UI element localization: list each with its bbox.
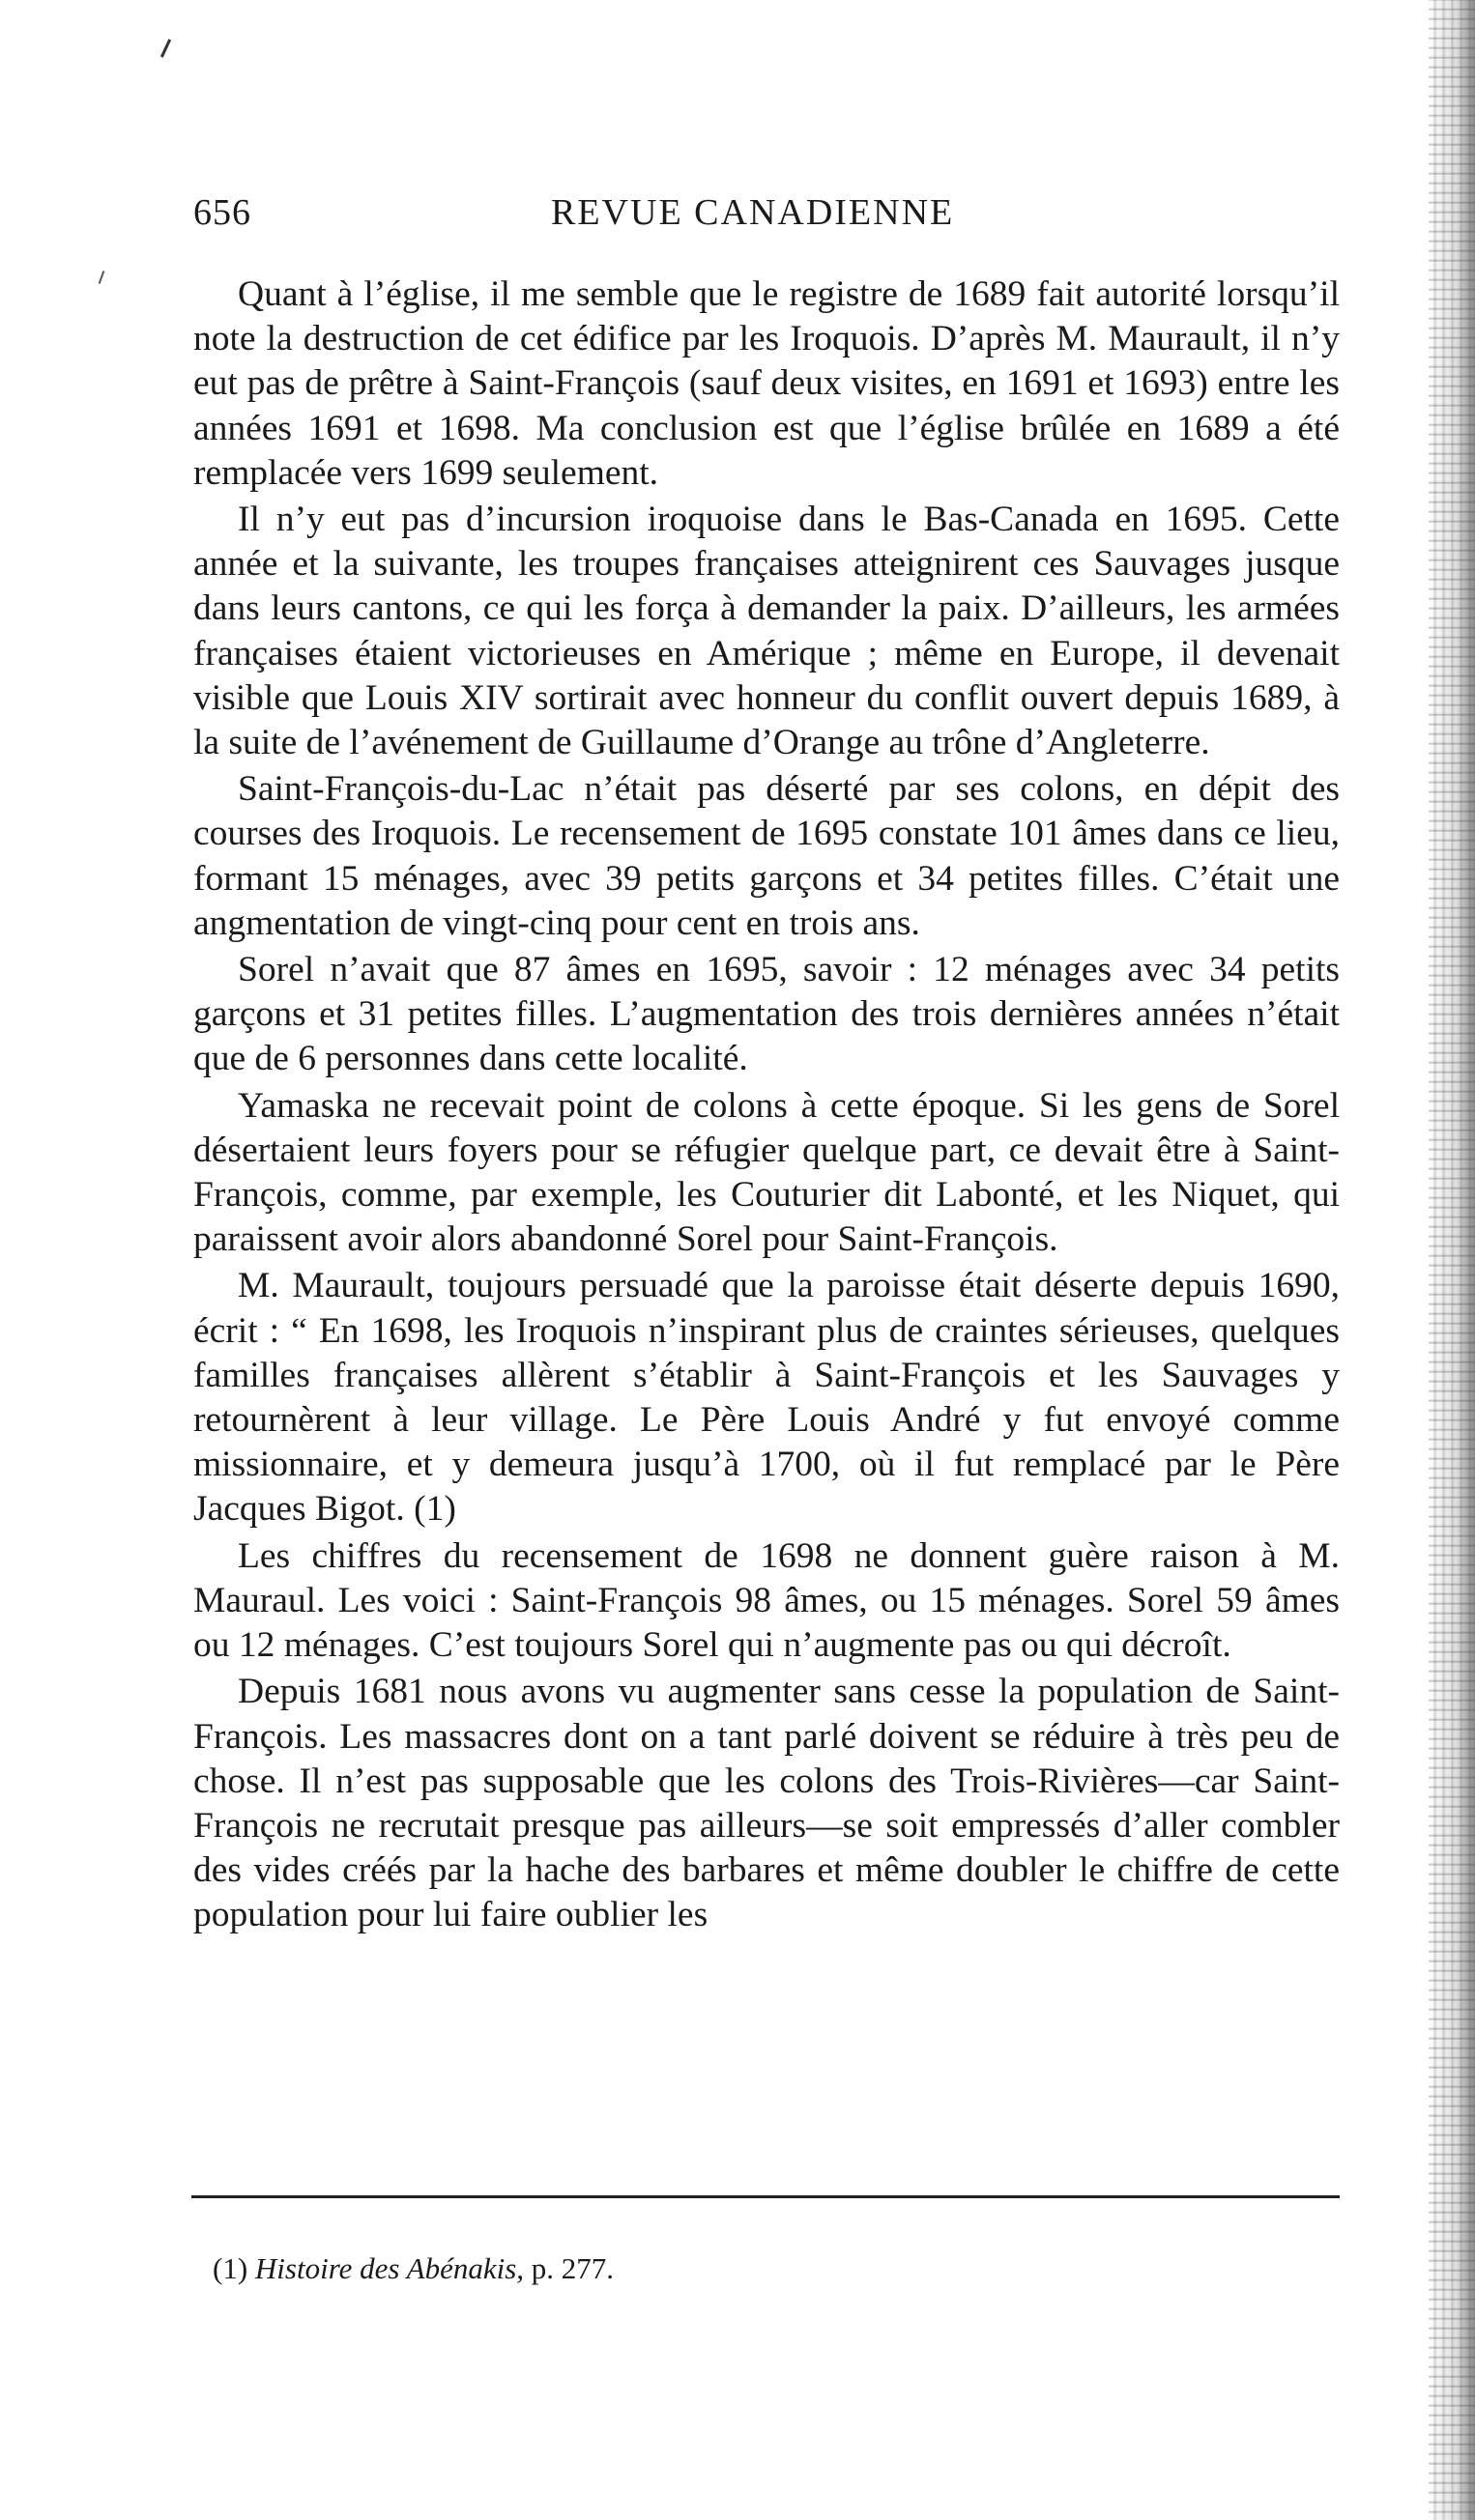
footnote: [213, 2251, 614, 2286]
body-text: [193, 272, 1340, 1940]
running-title: REVUE CANADIENNE: [551, 192, 955, 233]
paragraph: Depuis 1681 nous avons vu augmenter sans cesse la population de Saint-François. Les massacres dont on a tant parlé doivent se réduire à très peu de chose. Il n’est pas supposable que les colons des Trois-Rivières—car Saint-François ne recrutait presque pas ailleurs—se soit empressés d’aller combler des vides créés par la hache des barbares et même doubler le chiffre de cette population pour lui faire oublier les: [193, 1672, 1340, 1935]
paragraph: Quant à l’église, il me semble que le registre de 1689 fait autorité lorsqu’il note la destruction de cet édifice par les Iroquois. D’après M. Maurault, il n’y eut pas de prêtre à Saint-François (sauf deux visites, en 1691 et 1693) entre les années 1691 et 1698. Ma conclusion est que l’église brûlée en 1689 a été remplacée vers 1699 seulement.: [193, 274, 1340, 493]
scan-mark: [160, 39, 171, 57]
paragraph: M. Maurault, toujours persuadé que la paroisse était déserte depuis 1690, écrit : “ En 1698, les Iroquois n’inspirant plus de craintes sérieuses, quelques familles françaises allèrent s’établir à Saint-François et les Sauvages y retournèrent à leur village. Le Père Louis André y fut envoyé comme missionnaire, et y demeura jusqu’à 1700, où il fut remplacé par le Père Jacques Bigot. (1): [193, 1266, 1340, 1530]
paragraph: Les chiffres du recensement de 1698 ne donnent guère raison à M. Mauraul. Les voici : Saint-François 98 âmes, ou 15 ménages. Sorel 59 âmes ou 12 ménages. C’est toujours Sorel qui n’augmente pas ou qui décroît.: [193, 1535, 1340, 1666]
footnote-source-title: Histoire des Abénakis,: [254, 2251, 525, 2285]
footnote-marker: (1): [213, 2251, 248, 2285]
scan-edge: [1429, 0, 1475, 2520]
paragraph: Il n’y eut pas d’incursion iroquoise dans le Bas-Canada en 1695. Cette année et la suivante, les troupes françaises atteignirent ces Sauvages jusque dans leurs cantons, ce qui les força à demander la paix. D’ailleurs, les armées françaises étaient victorieuses en Amérique ; même en Europe, il devenait visible que Louis XIV sortirait avec honneur du conflit ouvert depuis 1689, à la suite de l’avénement de Guillaume d’Orange au trône d’Angleterre.: [193, 500, 1340, 763]
footnote-rule: [191, 2195, 1340, 2198]
page-header: [193, 191, 1340, 249]
footnote-page: p. 277.: [531, 2251, 615, 2285]
paragraph: Saint-François-du-Lac n’était pas déserté par ses colons, en dépit des courses des Iroquois. Le recensement de 1695 constate 101 âmes dans ce lieu, formant 15 ménages, avec 39 petits garçons et 34 petites filles. C’était une angmentation de vingt-cinq pour cent en trois ans.: [193, 769, 1340, 943]
scan-mark: [99, 271, 105, 284]
paragraph: Yamaska ne recevait point de colons à cette époque. Si les gens de Sorel désertaient leurs foyers pour se réfugier quelque part, ce devait être à Saint-François, comme, par exemple, les Couturier dit Labonté, et les Niquet, qui paraissent avoir alors abandonné Sorel pour Saint-François.: [193, 1085, 1340, 1260]
paragraph: Sorel n’avait que 87 âmes en 1695, savoir : 12 ménages avec 34 petits garçons et 31 petites filles. L’augmentation des trois dernières années n’était que de 6 personnes dans cette localité.: [193, 950, 1340, 1079]
page-number: 656: [193, 192, 251, 233]
